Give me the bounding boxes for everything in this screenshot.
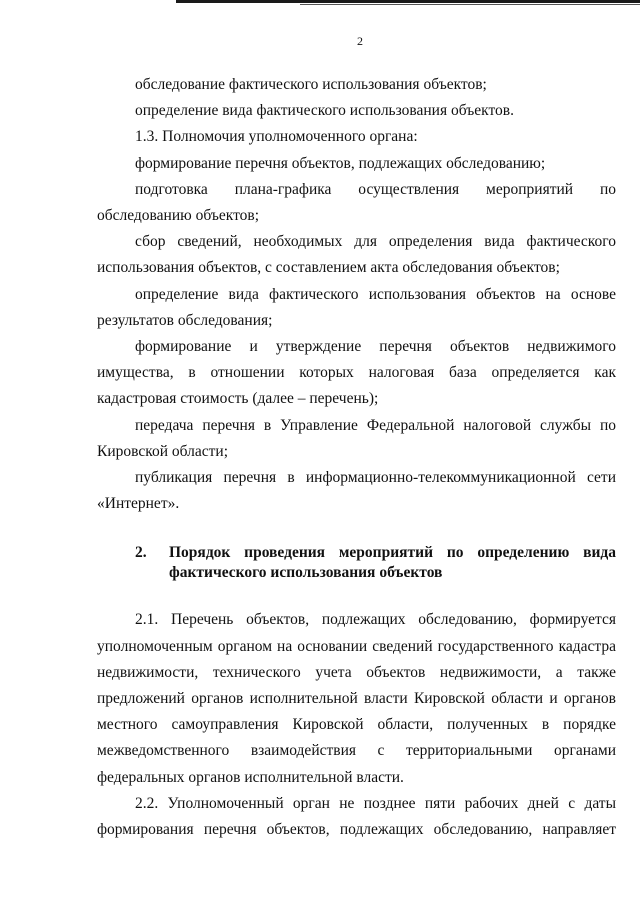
paragraph: подготовка плана-графика осуществления мероприятий по обследованию объектов; [97, 180, 616, 225]
section-number: 2. [135, 544, 147, 562]
paragraph: определение вида фактического использования объектов на основе результатов обследования; [97, 285, 616, 329]
page-number: 2 [357, 34, 363, 48]
paragraph: публикация перечня в информационно-телекоммуникационной сети «Интернет». [97, 469, 616, 513]
paragraph: 2.2. Уполномоченный орган не позднее пяти рабочих дней с даты формирования перечня объектов, подлежащих обследованию, направляет [97, 794, 616, 839]
paragraph: обследование фактического использования объектов; [135, 76, 487, 93]
paragraph: определение вида фактического использования объектов. [135, 102, 514, 120]
paragraph: 2.1. Перечень объектов, подлежащих обследованию, формируется уполномоченным органом на основании сведений государственного кадастра недвижимости, технического учета объектов недвижимости, а также предложений органов исполнительной власти Кировской области и органов местного самоуправления Кировской области, полученных в порядке межведомственного взаимодействия с территориальными органами федеральных органов исполнительной власти. [97, 611, 616, 786]
paragraph: 1.3. Полномочия уполномоченного органа: [135, 128, 418, 146]
section-title [169, 543, 616, 583]
section-title-line: Порядок проведения мероприятий по определению вида [169, 544, 616, 562]
section-title-line: фактического использования объектов [169, 564, 443, 582]
section-heading [97, 543, 616, 583]
top-border-line-thin [300, 4, 640, 5]
paragraph: формирование и утверждение перечня объектов недвижимого имущества, в отношении которых налоговая база определяется как кадастровая стоимость (далее – перечень); [97, 338, 616, 408]
top-border-line [176, 0, 640, 3]
paragraph: сбор сведений, необходимых для определения вида фактического использования объектов, с составлением акта обследования объектов; [97, 233, 616, 277]
paragraph: формирование перечня объектов, подлежащих обследованию; [135, 154, 546, 172]
document-body [97, 72, 616, 843]
paragraph: передача перечня в Управление Федеральной налоговой службы по Кировской области; [97, 416, 616, 460]
